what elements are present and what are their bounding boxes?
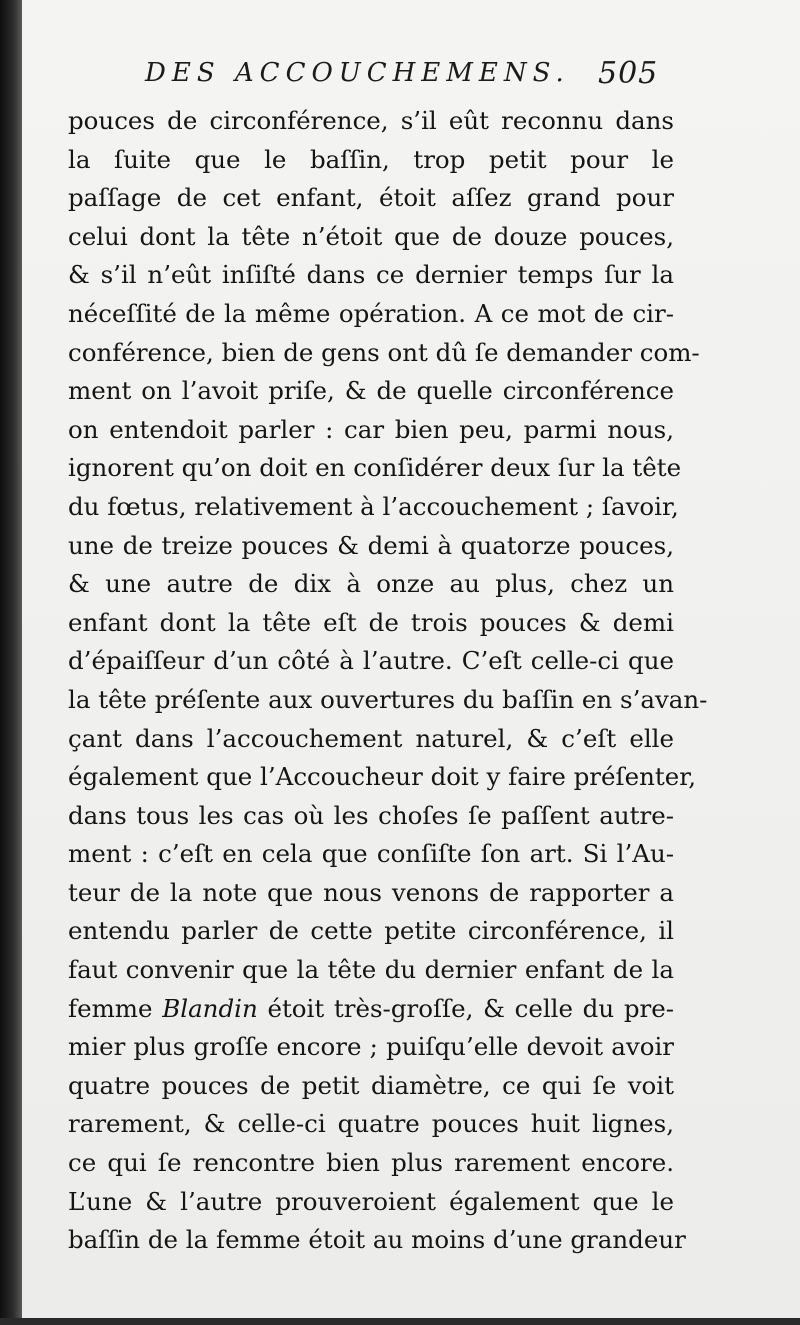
text-line: ignorent qu’on doit en conſidérer deux ſur la tête — [68, 453, 682, 483]
text-line: on entendoit parler : car bien peu, parmi nous, — [68, 414, 674, 444]
text-line: dans tous les cas où les choſes ſe paſſent autre- — [68, 800, 674, 830]
text-segment: étoit très-groſſe, & celle du pre- — [257, 993, 675, 1023]
text-line: ce qui ſe rencontre bien plus rarement encore. — [68, 1148, 674, 1178]
text-line: enfant dont la tête eſt de trois pouces & demi — [68, 607, 674, 637]
scan-edge-shadow — [0, 0, 22, 1325]
text-line: baſſin de la femme étoit au moins d’une grandeur — [68, 1225, 686, 1255]
running-title: DES ACCOUCHEMENS. — [145, 58, 570, 88]
text-segment: femme — [68, 993, 163, 1023]
italic-name: Blandin — [162, 993, 258, 1023]
body-text — [68, 102, 708, 1260]
text-line: rarement, & celle-ci quatre pouces huit lignes, — [68, 1109, 674, 1139]
text-line: néceſſité de la même opération. A ce mot de cir- — [68, 298, 674, 328]
text-line: entendu parler de cette petite circonférence, il — [68, 916, 674, 946]
text-line: ment : c’eſt en cela que conſiſte ſon art. Si l’Au- — [68, 839, 674, 869]
book-page — [22, 0, 800, 1318]
text-line: du fœtus, relativement à l’accouchement ; ſavoir, — [68, 491, 679, 521]
text-line: & s’il n’eût inſiſté dans ce dernier temps ſur la — [68, 260, 674, 290]
text-line: paſſage de cet enfant, étoit aſſez grand pour — [68, 183, 674, 213]
text-line: la tête préſente aux ouvertures du baſſin en s’avan- — [68, 684, 708, 714]
text-line: faut convenir que la tête du dernier enfant de la — [68, 955, 674, 985]
text-line: & une autre de dix à onze au plus, chez un — [68, 569, 674, 599]
text-line: la ſuite que le baſſin, trop petit pour le — [68, 144, 674, 174]
text-line-with-italic — [68, 990, 674, 1029]
text-line: pouces de circonférence, s’il eût reconnu dans — [68, 106, 674, 135]
text-line: celui dont la tête n’étoit que de douze pouces, — [68, 221, 674, 251]
text-line: mier plus groſſe encore ; puiſqu’elle devoit avoir — [68, 1032, 674, 1062]
text-line: quatre pouces de petit diamètre, ce qui ſe voit — [68, 1070, 674, 1100]
text-line: une de treize pouces & demi à quatorze pouces, — [68, 530, 674, 560]
text-line: teur de la note que nous venons de rapporter a — [68, 877, 674, 907]
text-line: également que l’Accoucheur doit y faire préſenter, — [68, 762, 697, 792]
text-line: conférence, bien de gens ont dû ſe demander com- — [68, 337, 700, 367]
page-number: 505 — [598, 56, 659, 91]
text-line: ment on l’avoit priſe, & de quelle circonférence — [68, 376, 674, 406]
scan-bottom-edge — [0, 1318, 800, 1325]
text-line: L’une & l’autre prouveroient également que le — [68, 1186, 674, 1216]
text-line: çant dans l’accouchement naturel, & c’eſt elle — [68, 723, 674, 753]
page-header — [22, 52, 800, 102]
text-line: d’épaiſſeur d’un côté à l’autre. C’eſt celle-ci que — [68, 646, 674, 676]
